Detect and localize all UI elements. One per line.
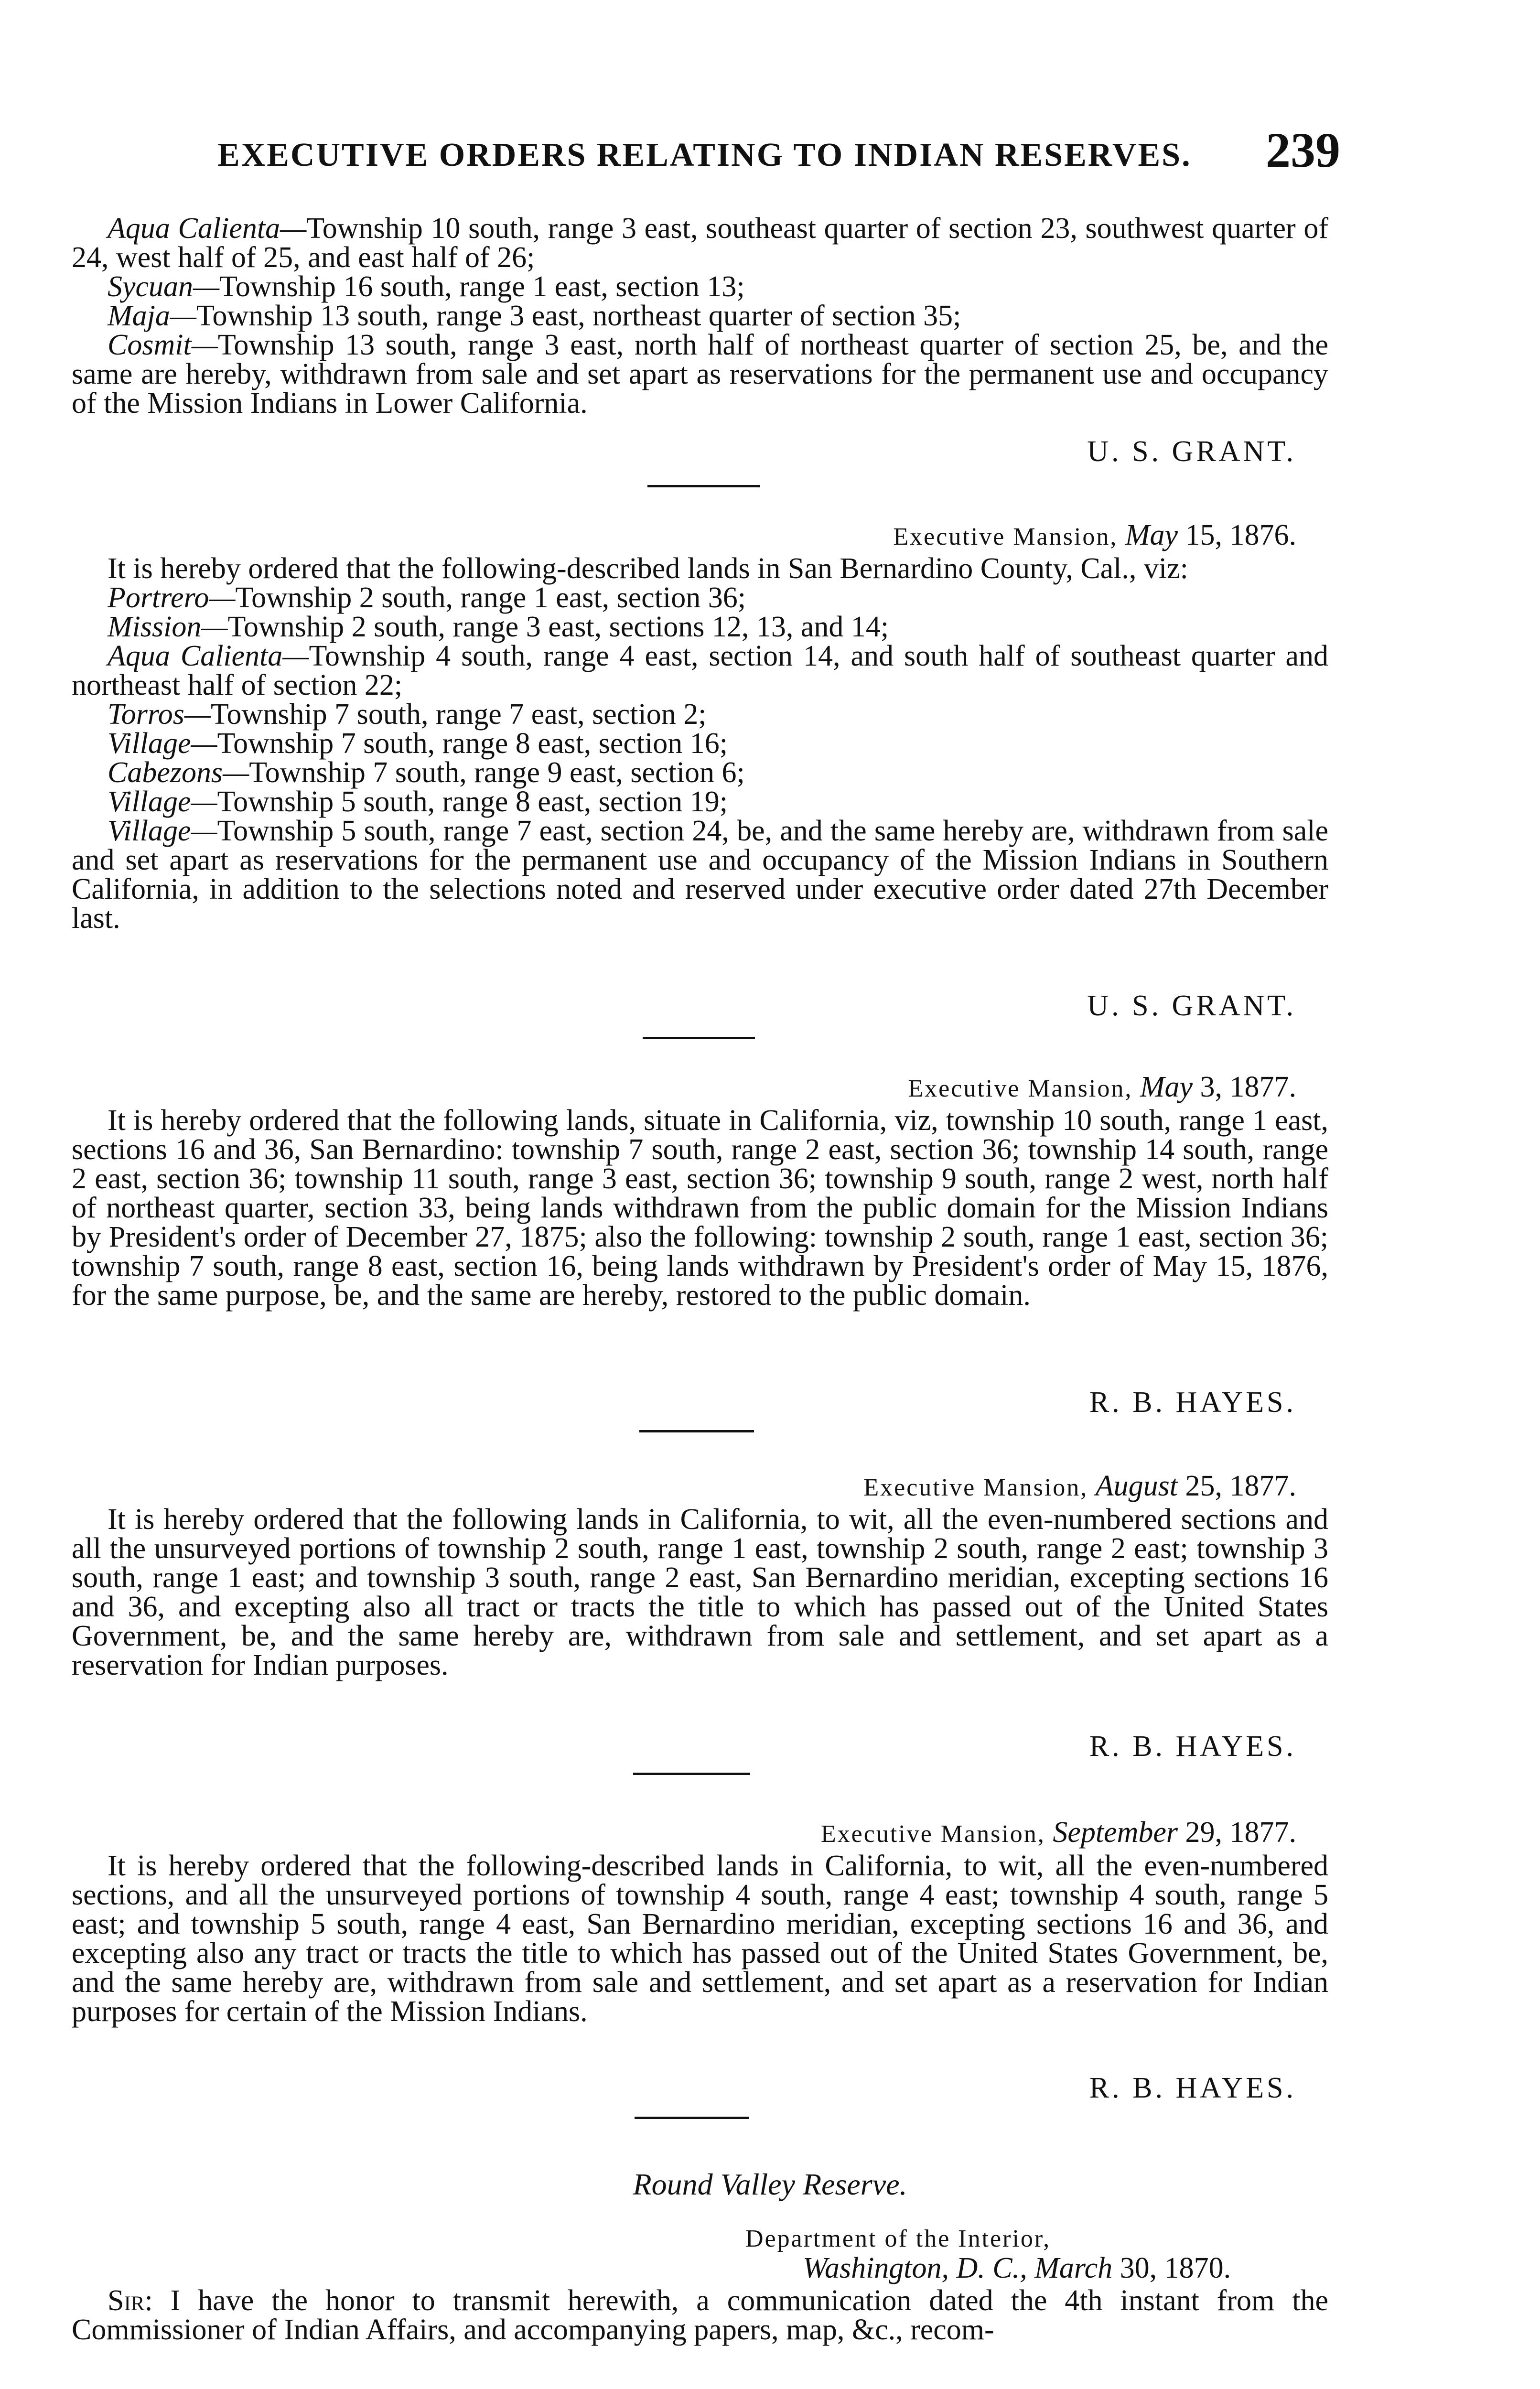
reservation-description: Township 2 south, range 1 east, section 36; — [235, 581, 746, 614]
reservation-entry — [72, 758, 1328, 787]
page-header — [217, 122, 1340, 189]
signature-hayes-2: R. B. HAYES. — [1089, 1730, 1296, 1763]
dateline-may-1877: Executive Mansion, May 3, 1877. — [908, 1071, 1296, 1103]
reservation-description: Township 5 south, range 8 east, section 19; — [217, 786, 728, 818]
signature-grant-1: U. S. GRANT. — [1087, 435, 1296, 468]
reservation-name: Village— — [108, 786, 217, 818]
section-divider — [635, 2117, 749, 2119]
reservation-name: Aqua Calienta— — [108, 640, 309, 672]
dateline-september-1877: Executive Mansion, September 29, 1877. — [820, 1816, 1296, 1849]
reservation-entry — [72, 583, 1328, 613]
reservation-name: Cabezons— — [108, 756, 249, 789]
letter-body — [72, 2286, 1328, 2345]
reservation-entry — [72, 331, 1328, 418]
signature-grant-2: U. S. GRANT. — [1087, 990, 1296, 1022]
order-body: It is hereby ordered that the following lands in California, to wit, all the even-numbered sections and all the unsurveyed portions of township 2 south, range 1 east, township 2 south, range 2 east; township 3 south, range 1 east; and township 3 south, range 2 east, San Bernardino meridian, excepting sections 16 and 36, and excepting also all tract or tracts the title to which has passed out of the United States Government, be, and the same hereby are, withdrawn from sale and settlement, and set apart as a reservation for Indian purposes. — [72, 1503, 1328, 1681]
reservation-description: Township 7 south, range 7 east, section 2; — [211, 698, 707, 731]
signature-hayes-1: R. B. HAYES. — [1089, 1386, 1296, 1419]
order-body: It is hereby ordered that the following lands, situate in California, viz, township 10 south, range 1 east, sections 16 and 36, San Bernardino: township 7 south, range 2 east, section 36; township 14 south, range 2 east, section 36; township 11 south, range 3 east, section 36; township 9 south, range 2 west, north half of northeast quarter, section 33, being lands withdrawn from the public domain for the Mission Indians by President's order of December 27, 1875; also the following: township 2 south, range 1 east, section 36; township 7 south, range 8 east, section 16, being lands withdrawn by President's order of May 15, 1876, for the same purpose, be, and the same are hereby, restored to the public domain. — [72, 1104, 1328, 1312]
dateline-may-1876: Executive Mansion, May 15, 1876. — [893, 519, 1296, 551]
salutation: Sir: — [108, 2284, 153, 2317]
reservation-entry — [72, 214, 1328, 272]
order-body: It is hereby ordered that the following-described lands in California, to wit, all the even-numbered sections, and all the unsurveyed portions of township 4 south, range 4 east; township 4 south, range 5 east; and township 5 south, range 4 east, San Bernardino meridian, excepting sections 16 and 36, and excepting also any tract or tracts the title to which has passed out of the United States Government, be, and the same hereby are, withdrawn from sale and settlement, and set apart as a reservation for Indian purposes for certain of the Mission Indians. — [72, 1850, 1328, 2028]
reservation-entry — [72, 642, 1328, 700]
continued-reservation-list — [72, 214, 1328, 418]
reservation-name: Torros— — [108, 698, 211, 731]
reservation-name: Portrero— — [108, 581, 236, 614]
letter-dateline: Washington, D. C., March 30, 1870. — [803, 2252, 1231, 2284]
order-may-1876 — [72, 554, 1328, 933]
reservation-entry — [72, 729, 1328, 758]
reservation-description: Township 7 south, range 9 east, section 6; — [249, 756, 745, 789]
reservation-name: Maja— — [108, 300, 196, 332]
running-title: EXECUTIVE ORDERS RELATING TO INDIAN RESERVES. — [217, 137, 1192, 173]
order-august-1877 — [72, 1505, 1328, 1680]
reservation-description: Township 13 south, range 3 east, north half of northeast quarter of section 25, be, and the same are hereby, withdrawn from sale and set apart as reservations for the permanent use and occupancy of the Mission Indians in Lower California. — [72, 329, 1328, 420]
reservation-description: Township 13 south, range 3 east, northeast quarter of section 35; — [196, 300, 961, 332]
reservation-name: Aqua Calienta— — [108, 212, 307, 245]
reservation-description: Township 10 south, range 3 east, southeast quarter of section 23, southwest quarter of 24, west half of 25, and east half of 26; — [72, 212, 1328, 274]
signature-hayes-3: R. B. HAYES. — [1089, 2072, 1296, 2104]
reservation-entry — [72, 817, 1328, 933]
round-valley-letter — [72, 2286, 1328, 2345]
reservation-name: Mission— — [108, 611, 228, 643]
reservation-entry — [72, 272, 1328, 301]
reservation-entry — [72, 787, 1328, 817]
dateline-august-1877: Executive Mansion, August 25, 1877. — [863, 1470, 1296, 1502]
reservation-description: Township 4 south, range 4 east, section 14, and south half of southeast quarter and northeast half of section 22; — [72, 640, 1328, 701]
section-divider — [643, 1037, 755, 1039]
department-heading: Department of the Interior, — [745, 2225, 1051, 2252]
reservation-entry — [72, 301, 1328, 331]
section-divider — [639, 1430, 754, 1432]
reservation-name: Sycuan— — [108, 270, 220, 303]
reservation-description: Township 5 south, range 7 east, section 24, be, and the same hereby are, withdrawn from sale and set apart as reservations for the permanent use and occupancy of the Mission Indians in Southern California, in addition to the selections noted and reserved under executive order dated 27th December last. — [72, 815, 1328, 935]
order-september-1877 — [72, 1851, 1328, 2026]
reservation-description: Township 7 south, range 8 east, section 16; — [217, 727, 728, 760]
reservation-name: Village— — [108, 815, 217, 847]
reservation-entry — [72, 700, 1328, 729]
order-intro: It is hereby ordered that the following-described lands in San Bernardino County, Cal., viz: — [108, 552, 1188, 585]
section-divider — [647, 485, 760, 487]
reservation-entry — [72, 613, 1328, 642]
reservation-description: Township 16 south, range 1 east, section 13; — [219, 270, 745, 303]
reservation-name: Village— — [108, 727, 217, 760]
reservation-description: Township 2 south, range 3 east, sections 12, 13, and 14; — [227, 611, 889, 643]
order-may-1877 — [72, 1106, 1328, 1310]
letter-text: I have the honor to transmit herewith, a communication dated the 4th instant from the Commissioner of Indian Affairs, and accompanying papers, map, &c., recom- — [72, 2284, 1328, 2346]
section-divider — [633, 1773, 750, 1775]
page-number: 239 — [1266, 123, 1340, 178]
round-valley-heading: Round Valley Reserve. — [633, 2167, 907, 2201]
reservation-name: Cosmit— — [108, 329, 218, 361]
